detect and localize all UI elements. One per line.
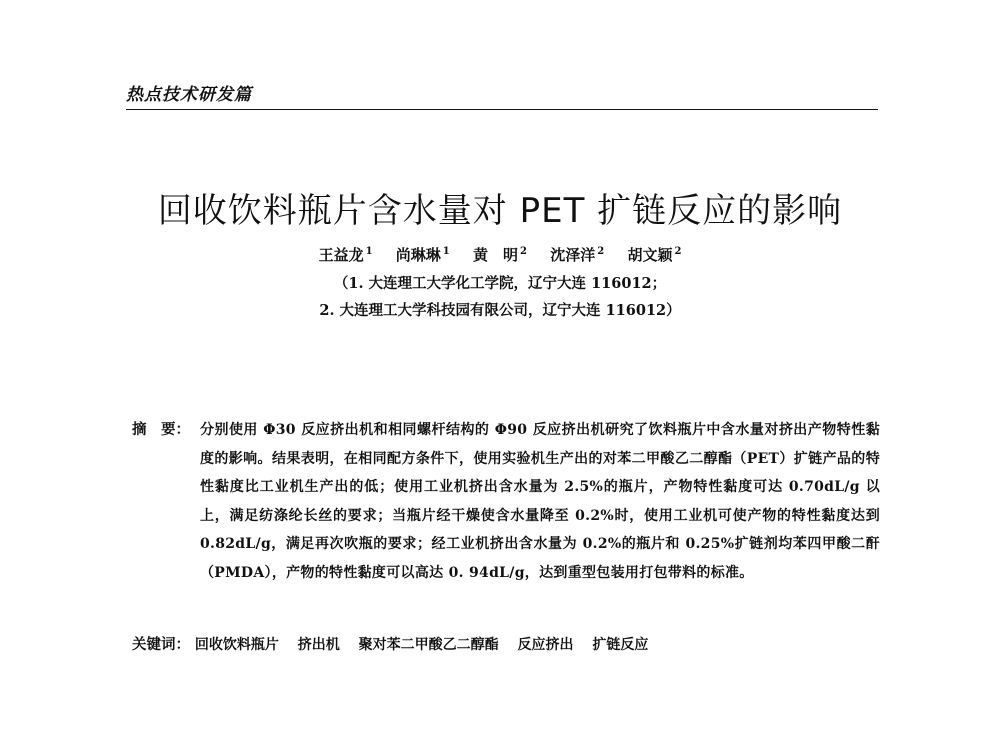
abstract-section <box>132 416 880 587</box>
author <box>627 246 681 264</box>
author-affil-mark: 2 <box>520 246 527 257</box>
author-name: 王益龙 <box>318 246 364 264</box>
author <box>473 246 527 264</box>
author-name: 尚琳琳 <box>395 246 441 264</box>
keyword: 聚对苯二甲酸乙二醇酯 <box>358 637 499 653</box>
keywords-section <box>132 633 880 654</box>
author <box>319 246 373 264</box>
author-name: 黄 明 <box>473 246 519 264</box>
keyword: 扩链反应 <box>592 637 649 653</box>
abstract-text: 分别使用 Φ30 反应挤出机和相同螺杆结构的 Φ90 反应挤出机研究了饮料瓶片中含水量对挤出产物特性黏度的影响。结果表明，在相同配方条件下，使用实验机生产出的对苯二甲酸乙二醇酯（PET）扩链产品的特性黏度比工业机生产出的低；使用工业机挤出含水量为 2.5%的瓶片，产物特性黏度可达 0.70dL/g 以上，满足纺涤纶长丝的要求；当瓶片经干燥使含水量降至 0.2%时，使用工业机可使产物的特性黏度达到 0.82dL/g，满足再次吹瓶的要求；经工业机挤出含水量为 0.2%的瓶片和 0.25%扩链剂均苯四甲酸二酐（PMDA），产物的特性黏度可以高达 0. 94dL/g，达到重型包装用打包带料的标准。 <box>200 422 880 581</box>
article-title: 回收饮料瓶片含水量对 PET 扩链反应的影响 <box>157 191 843 231</box>
author-affil-mark: 1 <box>365 246 373 257</box>
author-name: 胡文颖 <box>627 246 673 264</box>
author-list <box>0 244 1000 265</box>
author <box>550 246 604 264</box>
affiliation-1: （1. 大连理工大学化工学院，辽宁大连 116012； <box>333 275 667 292</box>
keyword: 回收饮料瓶片 <box>194 637 279 653</box>
keyword: 挤出机 <box>297 637 340 653</box>
running-head: 热点技术研发篇 <box>126 85 252 105</box>
author <box>396 246 450 264</box>
affiliation-2: 2. 大连理工大学科技园有限公司，辽宁大连 116012） <box>319 302 681 319</box>
author-affil-mark: 1 <box>442 246 450 257</box>
author-name: 沈泽洋 <box>550 246 596 264</box>
keywords-label: 关键词： <box>132 637 190 653</box>
author-affil-mark: 2 <box>674 246 682 257</box>
keyword: 反应挤出 <box>517 637 574 653</box>
abstract-label: 摘 要： <box>132 422 190 438</box>
author-affil-mark: 2 <box>597 246 605 257</box>
header-rule <box>126 109 878 110</box>
